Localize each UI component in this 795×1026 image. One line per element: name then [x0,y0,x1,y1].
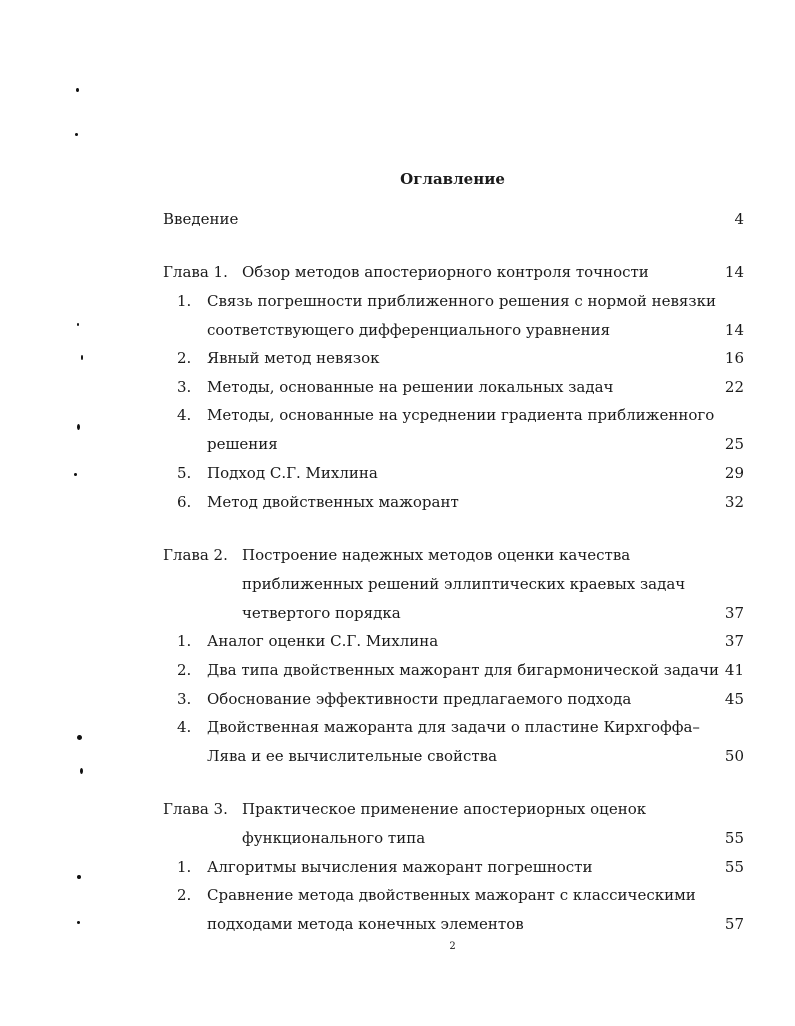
chapter-label[interactable]: Глава 1. [163,263,228,281]
section-number: 2. [177,349,192,367]
section-title[interactable]: Сравнение метода двойственных мажорант с классическими [207,886,696,904]
section-title[interactable]: Лява и ее вычислительные свойства [207,747,498,765]
section-title[interactable]: Явный метод невязок [207,349,380,367]
chapter-label[interactable]: Глава 3. [163,800,228,818]
section-number: 2. [177,661,192,679]
section-number: 4. [177,718,192,736]
toc-page-number: 4 [734,210,744,228]
chapter-title[interactable]: Обзор методов апостериорного контроля точности [242,263,649,281]
section-number: 4. [177,406,192,424]
toc-page-number: 37 [724,632,744,650]
section-title[interactable]: соответствующего дифференциального уравнения [207,321,611,339]
scan-artifact [80,768,83,774]
section-title[interactable]: Два типа двойственных мажорант для бигармонической задачи [207,661,719,679]
page-number-footer: 2 [449,941,456,952]
chapter-title[interactable]: четвертого порядка [242,604,401,622]
section-number: 6. [177,493,192,511]
toc-page-number: 55 [724,829,744,847]
scan-artifact [77,921,80,924]
toc-page-number: 16 [724,349,744,367]
section-title[interactable]: Обоснование эффективности предлагаемого подхода [207,690,632,708]
page-title: Оглавление [400,170,505,188]
toc-page-number: 45 [724,690,744,708]
section-number: 2. [177,886,192,904]
scan-artifact [76,88,79,92]
chapter-title[interactable]: Практическое применение апостериорных оценок [242,800,647,818]
section-title[interactable]: подходами метода конечных элементов [207,915,524,933]
section-number: 3. [177,378,192,396]
section-title[interactable]: решения [207,435,278,453]
section-title[interactable]: Методы, основанные на решении локальных задач [207,378,614,396]
toc-page-number: 32 [724,493,744,511]
section-number: 5. [177,464,192,482]
section-number: 1. [177,858,192,876]
chapter-label[interactable]: Глава 2. [163,546,228,564]
section-title[interactable]: Подход С.Г. Михлина [207,464,378,482]
chapter-title[interactable]: приближенных решений эллиптических краевых задач [242,575,686,593]
section-title[interactable]: Двойственная мажоранта для задачи о пластине Кирхгоффа– [207,718,700,736]
section-title[interactable]: Связь погрешности приближенного решения с нормой невязки [207,292,716,310]
toc-page-number: 29 [724,464,744,482]
scan-artifact [81,355,83,360]
section-number: 3. [177,690,192,708]
chapter-title[interactable]: функционального типа [242,829,426,847]
scan-artifact [77,875,81,879]
toc-page-number: 50 [724,747,744,765]
scan-artifact [75,133,78,136]
section-title[interactable]: Методы, основанные на усреднении градиента приближенного [207,406,715,424]
section-number: 1. [177,632,192,650]
toc-page-number: 57 [724,915,744,933]
toc-page-number: 22 [724,378,744,396]
toc-page-number: 14 [724,321,744,339]
chapter-title[interactable]: Построение надежных методов оценки качества [242,546,631,564]
toc-page-number: 37 [724,604,744,622]
section-title[interactable]: Метод двойственных мажорант [207,493,459,511]
section-title[interactable]: Алгоритмы вычисления мажорант погрешности [207,858,593,876]
toc-page-number: 25 [724,435,744,453]
scan-artifact [74,473,77,476]
scan-artifact [77,323,79,326]
toc-page-number: 14 [724,263,744,281]
toc-page-number: 41 [724,661,744,679]
toc-intro[interactable]: Введение [163,210,239,228]
section-number: 1. [177,292,192,310]
scan-artifact [77,735,82,740]
section-title[interactable]: Аналог оценки С.Г. Михлина [207,632,439,650]
toc-page-number: 55 [724,858,744,876]
scan-artifact [77,424,80,430]
